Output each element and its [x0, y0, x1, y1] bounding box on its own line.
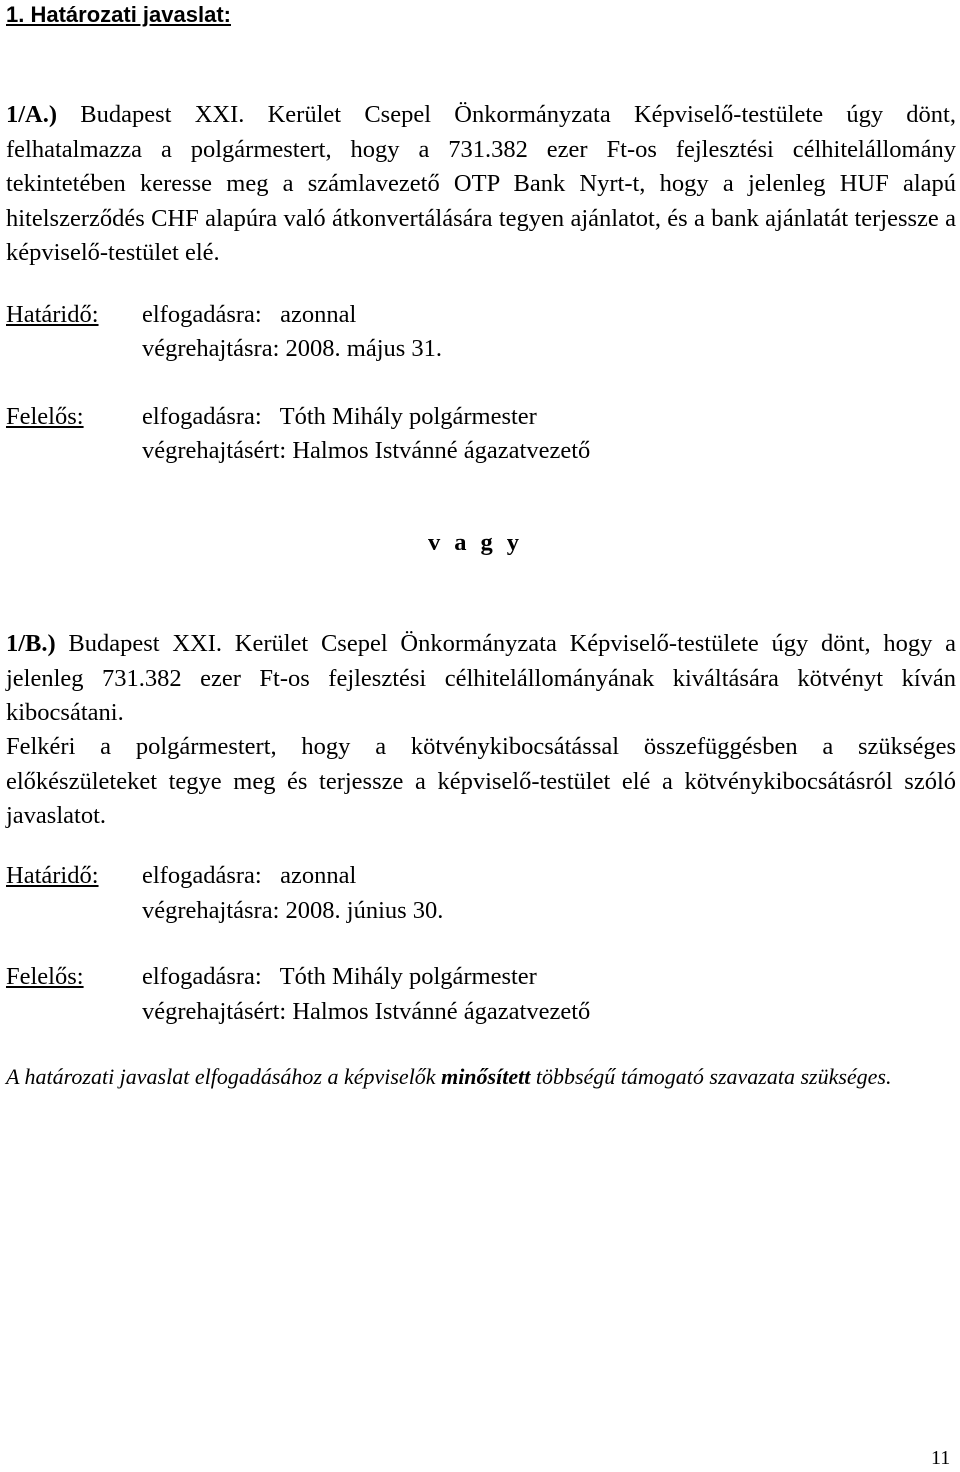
proposal-a-resp-label: Felelős:	[6, 403, 84, 430]
proposal-a-text: Budapest XXI. Kerület Csepel Önkormányzata Képviselő-testülete úgy dönt, felhatalmazza a polgármestert, hogy a 731.382 ezer Ft-os fejlesztési célhitelállomány tekintetében keresse meg a számlavezető OTP Bank Nyrt-t, hogy a jelenleg HUF alapú hitelszerződés CHF alapúra való átkonvertálására tegyen ajánlatot, és a bank ajánlatát terjessze a képviselő-testület elé.	[6, 101, 956, 266]
proposal-b-text: Budapest XXI. Kerület Csepel Önkormányzata Képviselő-testülete úgy dönt, hogy a jelenleg 731.382 ezer Ft-os fejlesztési célhitelállományának kiváltására kötvényt kíván kibocsátani.	[6, 630, 956, 726]
proposal-a-resp-exec: végrehajtásért: Halmos Istvánné ágazatvezető	[142, 437, 591, 464]
proposal-b-deadline-exec: végrehajtásra: 2008. június 30.	[142, 897, 444, 924]
proposal-b-deadline-accept: elfogadásra: azonnal	[142, 862, 357, 889]
proposal-a-deadline-accept: elfogadásra: azonnal	[142, 301, 357, 328]
proposal-b-resp-accept-row	[6, 960, 537, 994]
proposal-a-resp-accept: elfogadásra: Tóth Mihály polgármester	[142, 403, 537, 430]
proposal-a-resp-accept-row	[6, 400, 537, 434]
proposal-b-resp-label: Felelős:	[6, 963, 84, 990]
voting-note	[6, 1062, 956, 1091]
proposal-a-deadline-exec: végrehajtásra: 2008. május 31.	[142, 335, 443, 362]
proposal-b-paragraph-2: Felkéri a polgármestert, hogy a kötvénykibocsátással összefüggésben a szükséges előkészületeket tegye meg és terjessze a képviselő-testület elé a kötvénykibocsátásról szóló javaslatot.	[6, 733, 956, 829]
proposal-a-label: 1/A.)	[6, 101, 58, 128]
section-heading: 1. Határozati javaslat:	[6, 2, 231, 27]
proposal-b-deadline-accept-row	[6, 859, 357, 893]
proposal-b-deadline-label: Határidő:	[6, 862, 99, 889]
proposal-b-resp-exec: végrehajtásért: Halmos Istvánné ágazatvezető	[142, 998, 591, 1025]
proposal-b-paragraph	[6, 627, 956, 731]
proposal-b-resp-accept: elfogadásra: Tóth Mihály polgármester	[142, 963, 537, 990]
page-number: 11	[931, 1447, 951, 1469]
proposal-a-deadline-label: Határidő:	[6, 301, 99, 328]
proposal-a-deadline-accept-row	[6, 298, 357, 332]
voting-note-after: többségű támogató szavazata szükséges.	[530, 1064, 892, 1089]
proposal-b-label: 1/B.)	[6, 630, 56, 657]
proposal-a-paragraph	[6, 98, 956, 271]
voting-note-before: A határozati javaslat elfogadásához a képviselők	[6, 1064, 442, 1089]
or-separator: vagy	[428, 529, 533, 556]
voting-note-emphasis: minősített	[441, 1064, 531, 1089]
